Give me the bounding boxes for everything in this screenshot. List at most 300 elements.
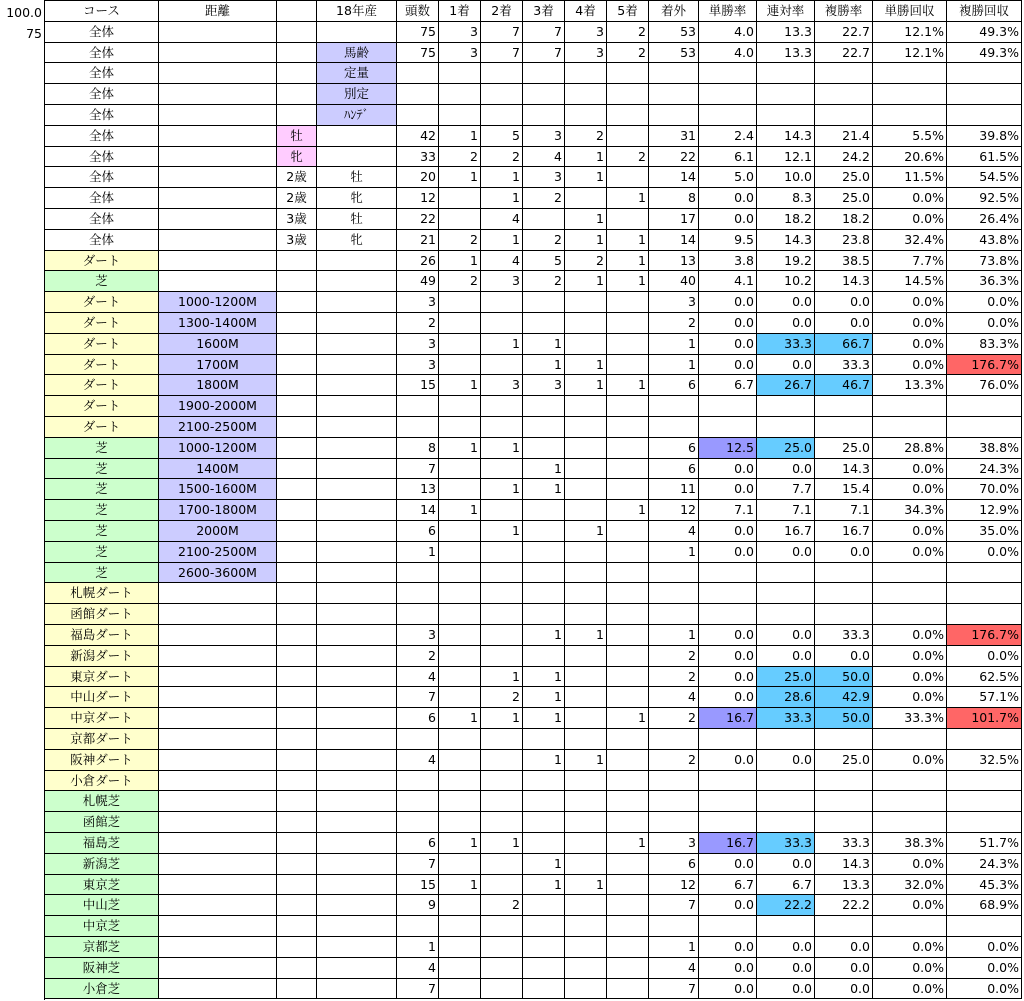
birth-cell: 牝 [317,188,397,209]
third-cell: 2 [523,271,565,292]
third-cell [523,105,565,126]
place-return-cell [947,729,1022,750]
course-cell: 福島芝 [45,833,159,854]
course-cell: 新潟芝 [45,854,159,875]
fifth-cell [607,396,649,417]
out-cell [649,417,699,438]
place-return-cell [947,417,1022,438]
distance-cell [159,147,277,168]
fourth-cell [565,979,607,1000]
table-row [0,687,1024,708]
header-win-return: 単勝回収 [873,1,947,22]
fourth-cell [565,854,607,875]
out-cell [649,63,699,84]
distance-cell [159,895,277,916]
fifth-cell: 2 [607,22,649,43]
win-return-cell: 12.1% [873,43,947,64]
out-cell: 6 [649,854,699,875]
second-cell [481,459,523,480]
out-cell: 53 [649,22,699,43]
first-cell: 2 [439,147,481,168]
fourth-cell [565,916,607,937]
count-cell [397,812,439,833]
win-return-cell [873,63,947,84]
fourth-cell: 1 [565,875,607,896]
out-cell: 22 [649,147,699,168]
third-cell [523,646,565,667]
birth-cell [317,833,397,854]
birth-cell [317,417,397,438]
third-cell [523,209,565,230]
fifth-cell [607,313,649,334]
place-return-cell: 49.3% [947,22,1022,43]
second-cell [481,63,523,84]
third-cell [523,396,565,417]
fourth-cell: 2 [565,251,607,272]
place-rate-cell: 21.4 [815,126,873,147]
fifth-cell [607,729,649,750]
fifth-cell [607,563,649,584]
count-cell: 7 [397,979,439,1000]
count-cell: 1 [397,542,439,563]
birth-cell [317,771,397,792]
category-cell [277,708,317,729]
first-cell [439,479,481,500]
count-cell [397,84,439,105]
distance-cell: 1400M [159,459,277,480]
distance-cell [159,105,277,126]
win-rate-cell: 0.0 [699,750,757,771]
win-rate-cell [699,417,757,438]
count-cell: 26 [397,251,439,272]
place-rate-cell: 23.8 [815,230,873,251]
place-rate-cell: 50.0 [815,667,873,688]
place-rate-cell: 0.0 [815,292,873,313]
first-cell: 1 [439,126,481,147]
out-cell: 2 [649,750,699,771]
header-quinella-rate: 連対率 [757,1,815,22]
table-row [0,729,1024,750]
course-cell: 福島ダート [45,625,159,646]
table-row [0,375,1024,396]
course-cell: 東京芝 [45,875,159,896]
place-rate-cell: 33.3 [815,355,873,376]
table-row [0,895,1024,916]
corner-value-second: 75 [26,26,42,41]
category-cell [277,521,317,542]
out-cell: 6 [649,438,699,459]
win-return-cell: 28.8% [873,438,947,459]
category-cell [277,313,317,334]
second-cell [481,563,523,584]
third-cell [523,521,565,542]
fourth-cell: 1 [565,209,607,230]
count-cell [397,105,439,126]
distance-cell [159,646,277,667]
third-cell [523,833,565,854]
win-rate-cell: 16.7 [699,833,757,854]
category-cell [277,563,317,584]
header-category [277,1,317,22]
second-cell [481,979,523,1000]
win-return-cell: 0.0% [873,209,947,230]
fourth-cell [565,646,607,667]
quinella-rate-cell: 13.3 [757,22,815,43]
second-cell: 1 [481,230,523,251]
table-row [0,708,1024,729]
fifth-cell: 1 [607,500,649,521]
first-cell: 1 [439,375,481,396]
win-return-cell: 0.0% [873,750,947,771]
place-return-cell: 83.3% [947,334,1022,355]
fourth-cell [565,105,607,126]
table-row [0,521,1024,542]
place-return-cell: 43.8% [947,230,1022,251]
course-cell: ダート [45,375,159,396]
third-cell [523,417,565,438]
second-cell: 5 [481,126,523,147]
count-cell: 42 [397,126,439,147]
first-cell [439,687,481,708]
place-return-cell [947,563,1022,584]
distance-cell: 1500-1600M [159,479,277,500]
place-rate-cell: 25.0 [815,167,873,188]
fourth-cell: 1 [565,230,607,251]
count-cell: 7 [397,459,439,480]
quinella-rate-cell [757,916,815,937]
quinella-rate-cell: 14.3 [757,126,815,147]
category-cell [277,646,317,667]
first-cell [439,750,481,771]
third-cell [523,895,565,916]
win-rate-cell [699,729,757,750]
distance-cell [159,687,277,708]
course-cell: 札幌芝 [45,791,159,812]
place-rate-cell [815,812,873,833]
win-return-cell: 0.0% [873,188,947,209]
table-row [0,500,1024,521]
win-rate-cell: 0.0 [699,209,757,230]
table-row [0,625,1024,646]
fifth-cell [607,438,649,459]
second-cell: 1 [481,708,523,729]
course-cell: 阪神芝 [45,958,159,979]
count-cell: 3 [397,292,439,313]
first-cell: 1 [439,833,481,854]
place-return-cell: 92.5% [947,188,1022,209]
count-cell: 49 [397,271,439,292]
table-row [0,854,1024,875]
fifth-cell [607,292,649,313]
header-fifth: 5着 [607,1,649,22]
distance-cell: 2000M [159,521,277,542]
third-cell [523,958,565,979]
category-cell [277,251,317,272]
quinella-rate-cell: 26.7 [757,375,815,396]
count-cell: 21 [397,230,439,251]
distance-cell: 2100-2500M [159,542,277,563]
quinella-rate-cell: 8.3 [757,188,815,209]
quinella-rate-cell [757,396,815,417]
birth-cell: 牝 [317,230,397,251]
win-rate-cell: 16.7 [699,708,757,729]
birth-cell [317,604,397,625]
win-rate-cell: 4.0 [699,43,757,64]
fourth-cell [565,417,607,438]
birth-cell [317,396,397,417]
second-cell [481,646,523,667]
birth-cell [317,854,397,875]
first-cell [439,459,481,480]
quinella-rate-cell: 13.3 [757,43,815,64]
fourth-cell [565,459,607,480]
second-cell: 4 [481,209,523,230]
quinella-rate-cell: 10.0 [757,167,815,188]
birth-cell [317,251,397,272]
category-cell: 牡 [277,126,317,147]
table-row [0,43,1024,64]
birth-cell [317,625,397,646]
second-cell [481,355,523,376]
out-cell [649,583,699,604]
place-rate-cell [815,84,873,105]
table-row [0,459,1024,480]
first-cell: 1 [439,708,481,729]
fourth-cell [565,958,607,979]
table-row [0,167,1024,188]
quinella-rate-cell [757,771,815,792]
quinella-rate-cell [757,791,815,812]
fifth-cell: 2 [607,147,649,168]
header-third: 3着 [523,1,565,22]
quinella-rate-cell: 19.2 [757,251,815,272]
header-distance: 距離 [159,1,277,22]
quinella-rate-cell: 22.2 [757,895,815,916]
place-rate-cell: 14.3 [815,459,873,480]
table-row [0,417,1024,438]
quinella-rate-cell [757,84,815,105]
table-row [0,209,1024,230]
place-rate-cell: 25.0 [815,750,873,771]
birth-cell [317,375,397,396]
fifth-cell [607,583,649,604]
birth-cell [317,334,397,355]
distance-cell [159,916,277,937]
birth-cell [317,791,397,812]
course-cell: ダート [45,417,159,438]
place-rate-cell: 22.2 [815,895,873,916]
second-cell: 1 [481,833,523,854]
win-return-cell [873,729,947,750]
category-cell [277,791,317,812]
first-cell [439,334,481,355]
fourth-cell [565,63,607,84]
out-cell: 3 [649,292,699,313]
place-return-cell: 0.0% [947,958,1022,979]
first-cell [439,771,481,792]
table-row [0,750,1024,771]
table-row [0,147,1024,168]
table-row [0,771,1024,792]
course-cell: 全体 [45,147,159,168]
second-cell [481,417,523,438]
table-row [0,396,1024,417]
second-cell: 2 [481,687,523,708]
fifth-cell [607,687,649,708]
fourth-cell: 1 [565,625,607,646]
quinella-rate-cell: 0.0 [757,854,815,875]
out-cell: 6 [649,459,699,480]
header-count: 頭数 [397,1,439,22]
third-cell: 1 [523,667,565,688]
table-row [0,271,1024,292]
course-cell: 全体 [45,84,159,105]
table-row [0,126,1024,147]
win-rate-cell: 0.0 [699,667,757,688]
second-cell: 1 [481,167,523,188]
first-cell [439,729,481,750]
course-cell: 芝 [45,438,159,459]
place-rate-cell: 46.7 [815,375,873,396]
third-cell: 3 [523,126,565,147]
course-cell: 札幌ダート [45,583,159,604]
win-rate-cell [699,812,757,833]
second-cell: 3 [481,271,523,292]
count-cell: 13 [397,479,439,500]
third-cell: 1 [523,334,565,355]
win-return-cell: 0.0% [873,895,947,916]
category-cell: 3歳 [277,230,317,251]
win-rate-cell [699,791,757,812]
win-return-cell: 38.3% [873,833,947,854]
win-rate-cell: 0.0 [699,895,757,916]
second-cell: 2 [481,895,523,916]
place-return-cell [947,604,1022,625]
table-row [0,791,1024,812]
fifth-cell [607,459,649,480]
quinella-rate-cell: 7.7 [757,479,815,500]
quinella-rate-cell [757,583,815,604]
out-cell: 6 [649,375,699,396]
quinella-rate-cell: 14.3 [757,230,815,251]
second-cell [481,812,523,833]
out-cell: 3 [649,833,699,854]
place-return-cell [947,916,1022,937]
fifth-cell [607,625,649,646]
first-cell: 1 [439,438,481,459]
place-rate-cell [815,771,873,792]
second-cell: 3 [481,375,523,396]
win-rate-cell [699,583,757,604]
win-return-cell [873,791,947,812]
place-rate-cell [815,729,873,750]
fifth-cell [607,750,649,771]
win-return-cell: 34.3% [873,500,947,521]
category-cell [277,833,317,854]
fifth-cell: 2 [607,43,649,64]
win-return-cell: 13.3% [873,375,947,396]
place-rate-cell [815,791,873,812]
place-return-cell: 57.1% [947,687,1022,708]
header-place-return: 複勝回収 [947,1,1022,22]
win-return-cell: 0.0% [873,334,947,355]
category-cell [277,334,317,355]
second-cell [481,750,523,771]
fifth-cell [607,854,649,875]
count-cell: 4 [397,667,439,688]
table-row [0,84,1024,105]
fourth-cell [565,542,607,563]
quinella-rate-cell: 33.3 [757,334,815,355]
count-cell: 12 [397,188,439,209]
fifth-cell [607,355,649,376]
fifth-cell [607,895,649,916]
fourth-cell [565,833,607,854]
win-return-cell: 0.0% [873,646,947,667]
header-out: 着外 [649,1,699,22]
third-cell: 3 [523,167,565,188]
out-cell: 2 [649,708,699,729]
first-cell [439,313,481,334]
quinella-rate-cell: 28.6 [757,687,815,708]
place-rate-cell: 33.3 [815,833,873,854]
win-rate-cell: 0.0 [699,521,757,542]
count-cell: 1 [397,937,439,958]
win-return-cell: 33.3% [873,708,947,729]
out-cell: 14 [649,167,699,188]
win-rate-cell: 0.0 [699,937,757,958]
distance-cell: 2100-2500M [159,417,277,438]
win-rate-cell [699,105,757,126]
place-rate-cell: 38.5 [815,251,873,272]
win-return-cell [873,604,947,625]
distance-cell: 1600M [159,334,277,355]
course-cell: 京都ダート [45,729,159,750]
out-cell: 14 [649,230,699,251]
category-cell [277,979,317,1000]
count-cell: 3 [397,625,439,646]
win-return-cell: 32.0% [873,875,947,896]
place-return-cell: 0.0% [947,937,1022,958]
second-cell [481,875,523,896]
win-return-cell: 5.5% [873,126,947,147]
course-cell: 全体 [45,126,159,147]
category-cell: 2歳 [277,167,317,188]
out-cell: 1 [649,625,699,646]
first-cell [439,812,481,833]
first-cell: 1 [439,251,481,272]
win-rate-cell: 0.0 [699,334,757,355]
fifth-cell [607,916,649,937]
first-cell [439,188,481,209]
course-cell: 芝 [45,500,159,521]
course-cell: 東京ダート [45,667,159,688]
fifth-cell [607,958,649,979]
place-rate-cell: 0.0 [815,313,873,334]
first-cell [439,625,481,646]
fourth-cell [565,771,607,792]
second-cell: 1 [481,521,523,542]
count-cell [397,563,439,584]
out-cell: 1 [649,542,699,563]
course-cell: 芝 [45,479,159,500]
out-cell: 12 [649,500,699,521]
place-rate-cell [815,396,873,417]
category-cell [277,687,317,708]
first-cell: 1 [439,875,481,896]
out-cell [649,729,699,750]
quinella-rate-cell [757,417,815,438]
